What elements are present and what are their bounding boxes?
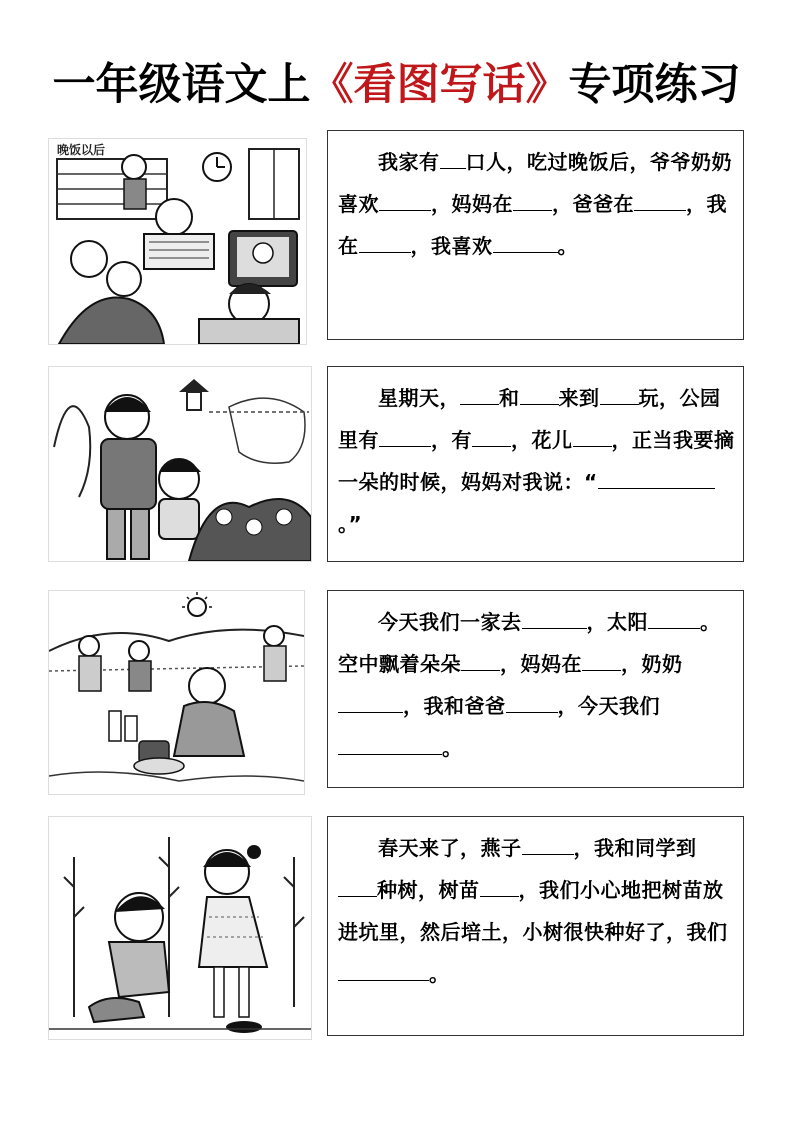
text-run: ，奶奶 [621, 652, 683, 676]
fill-in-blank[interactable] [480, 878, 519, 897]
text-run: 和 [499, 386, 520, 410]
fill-in-blank[interactable] [634, 192, 686, 211]
text-run: 。 [429, 962, 450, 986]
text-run: 今天我们一家去 [378, 610, 522, 634]
title-highlight: 《看图写话》 [310, 60, 569, 110]
fill-in-blank[interactable] [338, 878, 377, 897]
fill-in-blank[interactable] [513, 192, 552, 211]
fill-in-blank[interactable] [582, 652, 621, 671]
family-evening-picture [48, 138, 307, 345]
writing-box-3 [327, 590, 744, 788]
fill-in-blank[interactable] [338, 694, 403, 713]
text-run: ，今天我们 [557, 694, 660, 718]
exercise-text-2 [338, 377, 735, 545]
writing-box-2 [327, 366, 744, 562]
picnic-picture [48, 590, 305, 795]
text-run: ，妈妈在 [431, 192, 513, 216]
park-picture [48, 366, 312, 562]
writing-box-4 [327, 816, 744, 1036]
text-run: ，有 [431, 428, 472, 452]
fill-in-blank[interactable] [338, 962, 429, 981]
picture-caption: 晚饭以后 [57, 143, 106, 157]
exercise-text-3 [338, 601, 735, 769]
text-run: ，正当我要摘一朵的时候，妈妈对我说：“ [338, 428, 735, 494]
title-suffix: 专项练习 [568, 60, 741, 110]
text-run: 我家有 [378, 150, 440, 174]
writing-box-1 [327, 130, 744, 340]
text-run: 玩，公园里有 [338, 386, 721, 452]
text-run: 口人，吃过晚饭后，爷爷奶奶喜欢 [338, 150, 732, 216]
fill-in-blank[interactable] [520, 386, 559, 405]
fill-in-blank[interactable] [573, 428, 612, 447]
text-run: ，太阳 [586, 610, 648, 634]
fill-in-blank[interactable] [379, 428, 431, 447]
text-run: 。” [338, 512, 363, 536]
text-run: ，我喜欢 [410, 234, 493, 258]
fill-in-blank[interactable] [522, 836, 574, 855]
fill-in-blank[interactable] [598, 470, 715, 489]
text-run: 。 [442, 736, 463, 760]
text-run: 。 [557, 234, 578, 258]
text-run: ，我在 [338, 192, 727, 258]
text-run: 来到 [558, 386, 600, 410]
text-run: 种树，树苗 [377, 878, 480, 902]
fill-in-blank[interactable] [359, 234, 411, 253]
text-run: 星期天， [378, 386, 460, 410]
page-title [0, 55, 793, 115]
fill-in-blank[interactable] [460, 386, 499, 405]
fill-in-blank[interactable] [440, 150, 466, 169]
fill-in-blank[interactable] [338, 736, 442, 755]
exercise-text-1 [338, 141, 735, 267]
text-run: ，爸爸在 [552, 192, 634, 216]
text-run: ，妈妈在 [500, 652, 582, 676]
fill-in-blank[interactable] [461, 652, 500, 671]
fill-in-blank[interactable] [506, 694, 558, 713]
text-run: ，我们小心地把树苗放进坑里，然后培土，小树很快种好了，我们 [338, 878, 728, 944]
fill-in-blank[interactable] [600, 386, 639, 405]
fill-in-blank[interactable] [472, 428, 511, 447]
exercise-text-4 [338, 827, 735, 995]
fill-in-blank[interactable] [493, 234, 558, 253]
fill-in-blank[interactable] [648, 610, 700, 629]
fill-in-blank[interactable] [522, 610, 587, 629]
tree-planting-picture [48, 816, 312, 1040]
text-run: 春天来了，燕子 [378, 836, 522, 860]
text-run: ，我和爸爸 [403, 694, 506, 718]
text-run: ，花儿 [511, 428, 573, 452]
fill-in-blank[interactable] [379, 192, 431, 211]
title-prefix: 一年级语文上 [52, 60, 311, 110]
text-run: 。空中飘着朵朵 [338, 610, 721, 676]
text-run: ，我和同学到 [573, 836, 697, 860]
